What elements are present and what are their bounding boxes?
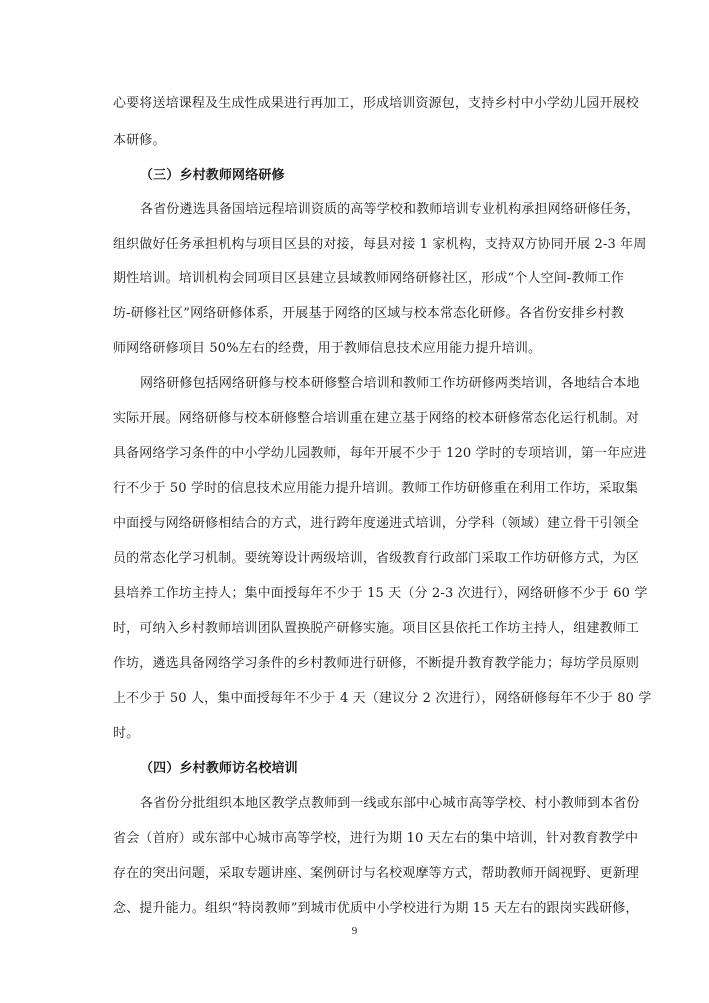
text-line: 期性培训。培训机构会同项目区县建立县域教师网络研修社区，形成“个人空间-教师工作 — [113, 271, 625, 286]
text-line: 行不少于 50 学时的信息技术应用能力提升培训。教师工作坊研修重在利用工作坊，采取集 — [113, 481, 639, 496]
text-line: 上不少于 50 人，集中面授每年不少于 4 天（建议分 2 次进行），网络研修每年不少于 80 学 — [113, 691, 652, 706]
section-heading: （三）乡村教师网络研修 — [140, 168, 285, 183]
text-line: 网络研修包括网络研修与校本研修整合培训和教师工作坊研修两类培训，各地结合本地 — [140, 376, 640, 391]
text-line: 员的常态化学习机制。要统筹设计两级培训，省级教育行政部门采取工作坊研修方式，为区 — [113, 551, 640, 566]
text-line: 心要将送培课程及生成性成果进行再加工，形成培训资源包，支持乡村中小学幼儿园开展校 — [113, 96, 640, 111]
text-line: 时，可纳入乡村教师培训团队置换脱产研修实施。项目区县依托工作坊主持人，组建教师工 — [113, 621, 640, 636]
text-line: 本研修。 — [113, 133, 166, 148]
text-line: 作坊，遴选具备网络学习条件的乡村教师进行研修，不断提升教育教学能力；每坊学员原则 — [113, 656, 640, 671]
text-line: 县培养工作坊主持人；集中面授每年不少于 15 天（分 2-3 次进行），网络研修不少于 60 学 — [113, 586, 648, 601]
text-line: 各省份分批组织本地区教学点教师到一线或东部中心城市高等学校、村小教师到本省份 — [140, 796, 640, 811]
text-line: 各省份遴选具备国培远程培训资质的高等学校和教师培训专业机构承担网络研修任务， — [140, 202, 640, 217]
page-number: 9 — [351, 925, 358, 937]
text-line: 组织做好任务承担机构与项目区县的对接，每县对接 1 家机构，支持双方协同开展 2-3 年周 — [113, 237, 647, 252]
section-heading: （四）乡村教师访名校培训 — [140, 761, 298, 776]
text-line: 实际开展。网络研修与校本研修整合培训重在建立基于网络的校本研修常态化运行机制。对 — [113, 411, 640, 426]
text-line: 省会（首府）或东部中心城市高等学校，进行为期 10 天左右的集中培训，针对教育教学中 — [113, 831, 639, 846]
text-line: 中面授与网络研修相结合的方式，进行跨年度递进式培训，分学科（领域）建立骨干引领全 — [113, 516, 640, 531]
text-line: 存在的突出问题，采取专题讲座、案例研讨与名校观摩等方式，帮助教师开阔视野、更新理 — [113, 866, 640, 881]
text-line: 时。 — [113, 726, 140, 741]
text-line: 念、提升能力。组织“特岗教师”到城市优质中小学校进行为期 15 天左右的跟岗实践研修， — [113, 901, 639, 916]
text-line: 坊-研修社区”网络研修体系，开展基于网络的区域与校本常态化研修。各省份安排乡村教 — [113, 306, 625, 321]
text-line: 具备网络学习条件的中小学幼儿园教师，每年开展不少于 120 学时的专项培训，第一年应进 — [113, 446, 647, 461]
text-line: 师网络研修项目 50%左右的经费，用于教师信息技术应用能力提升培训。 — [113, 341, 542, 356]
